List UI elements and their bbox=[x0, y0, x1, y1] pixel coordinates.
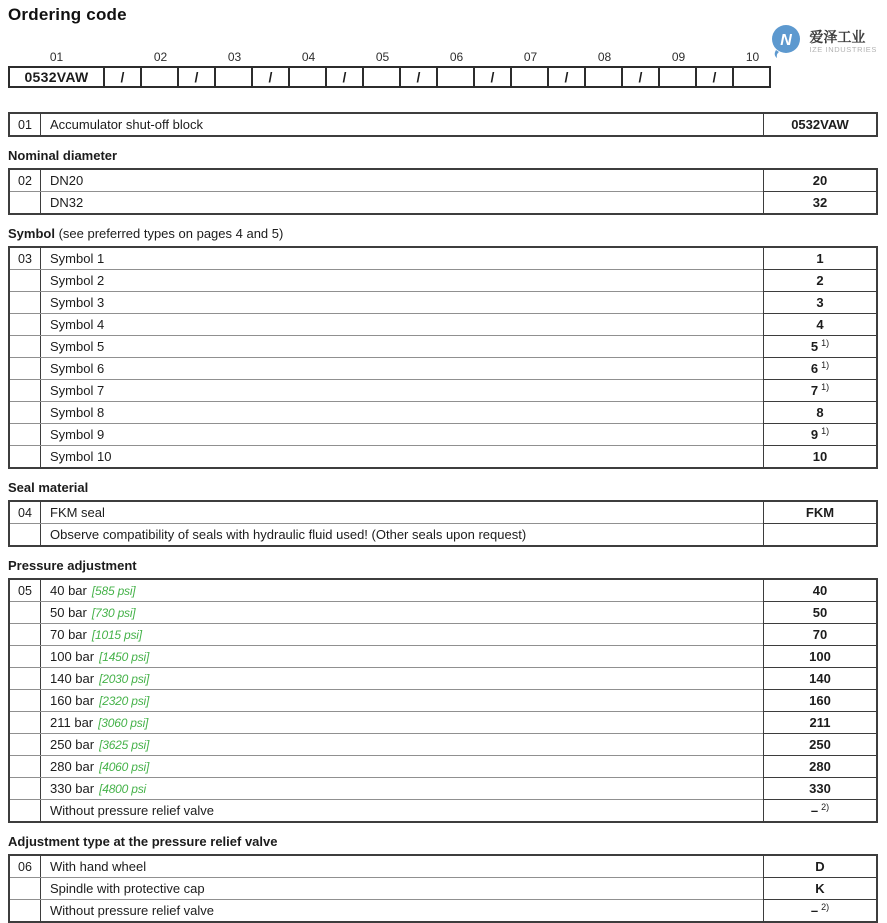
code-position-label: 03 bbox=[227, 50, 242, 64]
code-box-empty bbox=[732, 66, 771, 88]
row-code-value: 330 bbox=[763, 778, 876, 799]
table-row bbox=[10, 335, 876, 357]
row-code-value: K bbox=[763, 878, 876, 899]
table-row bbox=[10, 401, 876, 423]
code-separator-box: / bbox=[251, 66, 290, 88]
table-row bbox=[10, 733, 876, 755]
table-row bbox=[10, 502, 876, 523]
ordering-table bbox=[8, 246, 878, 469]
footnote-marker: 1) bbox=[821, 425, 830, 436]
ordering-table bbox=[8, 500, 878, 547]
table-row bbox=[10, 601, 876, 623]
ordering-table bbox=[8, 112, 878, 137]
code-boxes bbox=[8, 66, 878, 88]
row-code-value: 32 bbox=[763, 192, 876, 213]
code-box-empty bbox=[214, 66, 253, 88]
footnote-marker: 1) bbox=[821, 337, 830, 348]
code-section bbox=[8, 227, 878, 469]
footnote-marker: 1) bbox=[821, 359, 830, 370]
page-title: Ordering code bbox=[8, 5, 127, 24]
table-row bbox=[10, 877, 876, 899]
row-number bbox=[10, 270, 41, 291]
row-code-value: 9 1) bbox=[763, 424, 876, 445]
svg-text:N: N bbox=[780, 32, 793, 49]
code-position-label: 05 bbox=[375, 50, 390, 64]
table-row bbox=[10, 423, 876, 445]
code-box-model: 0532VAW bbox=[8, 66, 105, 88]
row-code-value: 100 bbox=[763, 646, 876, 667]
section-header-note: (see preferred types on pages 4 and 5) bbox=[54, 226, 284, 241]
row-code-value: 1 bbox=[763, 248, 876, 269]
row-description: 211 bar [3060 psi] bbox=[50, 715, 149, 730]
table-row bbox=[10, 291, 876, 313]
psi-value: [3625 psi] bbox=[99, 737, 150, 752]
row-code-value: 140 bbox=[763, 668, 876, 689]
footnote-marker: 2) bbox=[821, 801, 830, 812]
table-row bbox=[10, 623, 876, 645]
table-row bbox=[10, 799, 876, 821]
row-description: 70 bar [1015 psi] bbox=[50, 627, 142, 642]
row-number bbox=[10, 358, 41, 379]
code-position-label: 06 bbox=[449, 50, 464, 64]
table-row bbox=[10, 711, 876, 733]
code-section bbox=[8, 112, 878, 137]
row-number bbox=[10, 192, 41, 213]
row-code-value: 250 bbox=[763, 734, 876, 755]
code-section bbox=[8, 559, 878, 823]
code-box-empty bbox=[658, 66, 697, 88]
code-section bbox=[8, 835, 878, 923]
company-logo bbox=[769, 24, 877, 60]
row-description: With hand wheel bbox=[50, 859, 147, 874]
row-number bbox=[10, 756, 41, 777]
row-description: DN20 bbox=[50, 173, 84, 188]
table-row bbox=[10, 269, 876, 291]
code-position-label: 09 bbox=[671, 50, 686, 64]
row-number bbox=[10, 292, 41, 313]
row-number bbox=[10, 314, 41, 335]
row-code-value: 8 bbox=[763, 402, 876, 423]
row-code-value: 20 bbox=[763, 170, 876, 191]
row-code-value: 4 bbox=[763, 314, 876, 335]
row-number bbox=[10, 446, 41, 467]
table-row bbox=[10, 856, 876, 877]
psi-value: [730 psi] bbox=[91, 605, 136, 620]
row-description: 140 bar [2030 psi] bbox=[50, 671, 150, 686]
row-code-value: 6 1) bbox=[763, 358, 876, 379]
row-code-value: 70 bbox=[763, 624, 876, 645]
code-position-label: 04 bbox=[301, 50, 316, 64]
row-code-value: – 2) bbox=[763, 900, 876, 921]
row-number bbox=[10, 424, 41, 445]
code-separator-box: / bbox=[695, 66, 734, 88]
code-section bbox=[8, 481, 878, 547]
row-description: FKM seal bbox=[50, 505, 105, 520]
row-description: Symbol 7 bbox=[50, 383, 105, 398]
footnote-marker: 2) bbox=[821, 901, 830, 912]
row-description: Without pressure relief valve bbox=[50, 803, 215, 818]
row-number: 02 bbox=[10, 170, 41, 191]
psi-value: [1450 psi] bbox=[99, 649, 150, 664]
table-row bbox=[10, 777, 876, 799]
row-description: Symbol 2 bbox=[50, 273, 105, 288]
row-code-value: – 2) bbox=[763, 800, 876, 821]
row-code-value: 50 bbox=[763, 602, 876, 623]
table-row bbox=[10, 379, 876, 401]
page bbox=[0, 5, 887, 923]
code-box-empty bbox=[510, 66, 549, 88]
row-number bbox=[10, 778, 41, 799]
row-number bbox=[10, 336, 41, 357]
row-number bbox=[10, 524, 41, 545]
row-code-value: 40 bbox=[763, 580, 876, 601]
code-box-empty bbox=[288, 66, 327, 88]
logo-english-name: IZE INDUSTRIES bbox=[809, 45, 877, 55]
footnote-marker: 1) bbox=[821, 381, 830, 392]
row-number bbox=[10, 602, 41, 623]
row-code-value bbox=[763, 524, 876, 545]
row-number: 01 bbox=[10, 114, 41, 135]
table-row bbox=[10, 170, 876, 191]
row-number bbox=[10, 380, 41, 401]
row-description: Symbol 8 bbox=[50, 405, 105, 420]
ordering-table bbox=[8, 854, 878, 923]
row-code-value: FKM bbox=[763, 502, 876, 523]
code-box-empty bbox=[362, 66, 401, 88]
row-number bbox=[10, 900, 41, 921]
table-row bbox=[10, 755, 876, 777]
table-row bbox=[10, 523, 876, 545]
row-description: Symbol 6 bbox=[50, 361, 105, 376]
ordering-code-bar bbox=[8, 50, 878, 88]
psi-value: [585 psi] bbox=[91, 583, 136, 598]
row-code-value: 160 bbox=[763, 690, 876, 711]
section-header bbox=[8, 227, 878, 241]
code-box-empty bbox=[436, 66, 475, 88]
logo-circle-icon bbox=[769, 24, 803, 60]
code-position-labels bbox=[8, 50, 878, 64]
section-header bbox=[8, 835, 878, 849]
section-header-title: Symbol bbox=[8, 226, 55, 241]
row-number: 03 bbox=[10, 248, 41, 269]
row-description: Symbol 4 bbox=[50, 317, 105, 332]
code-position-label: 08 bbox=[597, 50, 612, 64]
ordering-table bbox=[8, 578, 878, 823]
code-section bbox=[8, 149, 878, 215]
psi-value: [4060 psi] bbox=[99, 759, 150, 774]
row-description: 50 bar [730 psi] bbox=[50, 605, 136, 620]
row-description: 160 bar [2320 psi] bbox=[50, 693, 150, 708]
row-description: Symbol 5 bbox=[50, 339, 105, 354]
table-row bbox=[10, 248, 876, 269]
logo-chinese-name: 爱泽工业 bbox=[809, 28, 866, 45]
psi-value: [3060 psi] bbox=[98, 715, 149, 730]
code-position-label: 02 bbox=[153, 50, 168, 64]
row-number: 06 bbox=[10, 856, 41, 877]
ordering-table bbox=[8, 168, 878, 215]
row-number bbox=[10, 668, 41, 689]
psi-value: [2320 psi] bbox=[99, 693, 150, 708]
row-description: Symbol 10 bbox=[50, 449, 112, 464]
table-row bbox=[10, 580, 876, 601]
table-row bbox=[10, 357, 876, 379]
row-description: 250 bar [3625 psi] bbox=[50, 737, 150, 752]
code-box-empty bbox=[584, 66, 623, 88]
row-description: Accumulator shut-off block bbox=[50, 117, 203, 132]
section-header bbox=[8, 149, 878, 163]
section-header-title: Seal material bbox=[8, 480, 89, 495]
psi-value: [1015 psi] bbox=[91, 627, 142, 642]
table-row bbox=[10, 667, 876, 689]
table-row bbox=[10, 689, 876, 711]
row-description: Observe compatibility of seals with hydraulic fluid used! (Other seals upon request) bbox=[50, 527, 527, 542]
row-number bbox=[10, 690, 41, 711]
row-code-value: 211 bbox=[763, 712, 876, 733]
row-description: Symbol 3 bbox=[50, 295, 105, 310]
row-number: 04 bbox=[10, 502, 41, 523]
row-number bbox=[10, 712, 41, 733]
code-position-label: 10 bbox=[745, 50, 760, 64]
section-header-title: Adjustment type at the pressure relief valve bbox=[8, 834, 278, 849]
table-row bbox=[10, 445, 876, 467]
code-separator-box: / bbox=[325, 66, 364, 88]
row-description: Spindle with protective cap bbox=[50, 881, 205, 896]
row-number: 05 bbox=[10, 580, 41, 601]
section-header-title: Pressure adjustment bbox=[8, 558, 137, 573]
section-header bbox=[8, 481, 878, 495]
row-description: DN32 bbox=[50, 195, 84, 210]
psi-value: [4800 psi bbox=[99, 781, 146, 796]
table-row bbox=[10, 899, 876, 921]
row-code-value: 0532VAW bbox=[763, 114, 876, 135]
row-code-value: 7 1) bbox=[763, 380, 876, 401]
code-separator-box: / bbox=[473, 66, 512, 88]
row-number bbox=[10, 402, 41, 423]
code-box-empty bbox=[140, 66, 179, 88]
row-description: 280 bar [4060 psi] bbox=[50, 759, 150, 774]
row-code-value: 3 bbox=[763, 292, 876, 313]
row-code-value: 10 bbox=[763, 446, 876, 467]
row-description: Without pressure relief valve bbox=[50, 903, 215, 918]
code-position-label: 01 bbox=[49, 50, 64, 64]
row-number bbox=[10, 646, 41, 667]
code-separator-box: / bbox=[621, 66, 660, 88]
row-code-value: 280 bbox=[763, 756, 876, 777]
row-description: 100 bar [1450 psi] bbox=[50, 649, 150, 664]
code-separator-box: / bbox=[399, 66, 438, 88]
code-separator-box: / bbox=[177, 66, 216, 88]
table-row bbox=[10, 191, 876, 213]
sections bbox=[8, 112, 878, 923]
table-row bbox=[10, 114, 876, 135]
code-separator-box: / bbox=[103, 66, 142, 88]
row-code-value: 2 bbox=[763, 270, 876, 291]
row-number bbox=[10, 624, 41, 645]
row-description: 330 bar [4800 psi bbox=[50, 781, 146, 796]
row-number bbox=[10, 734, 41, 755]
row-description: Symbol 1 bbox=[50, 251, 105, 266]
row-description: Symbol 9 bbox=[50, 427, 105, 442]
code-separator-box: / bbox=[547, 66, 586, 88]
code-position-label: 07 bbox=[523, 50, 538, 64]
row-number bbox=[10, 800, 41, 821]
row-number bbox=[10, 878, 41, 899]
table-row bbox=[10, 645, 876, 667]
logo-text bbox=[809, 30, 877, 55]
row-code-value: D bbox=[763, 856, 876, 877]
section-header bbox=[8, 559, 878, 573]
row-code-value: 5 1) bbox=[763, 336, 876, 357]
table-row bbox=[10, 313, 876, 335]
psi-value: [2030 psi] bbox=[99, 671, 150, 686]
section-header-title: Nominal diameter bbox=[8, 148, 118, 163]
row-description: 40 bar [585 psi] bbox=[50, 583, 136, 598]
